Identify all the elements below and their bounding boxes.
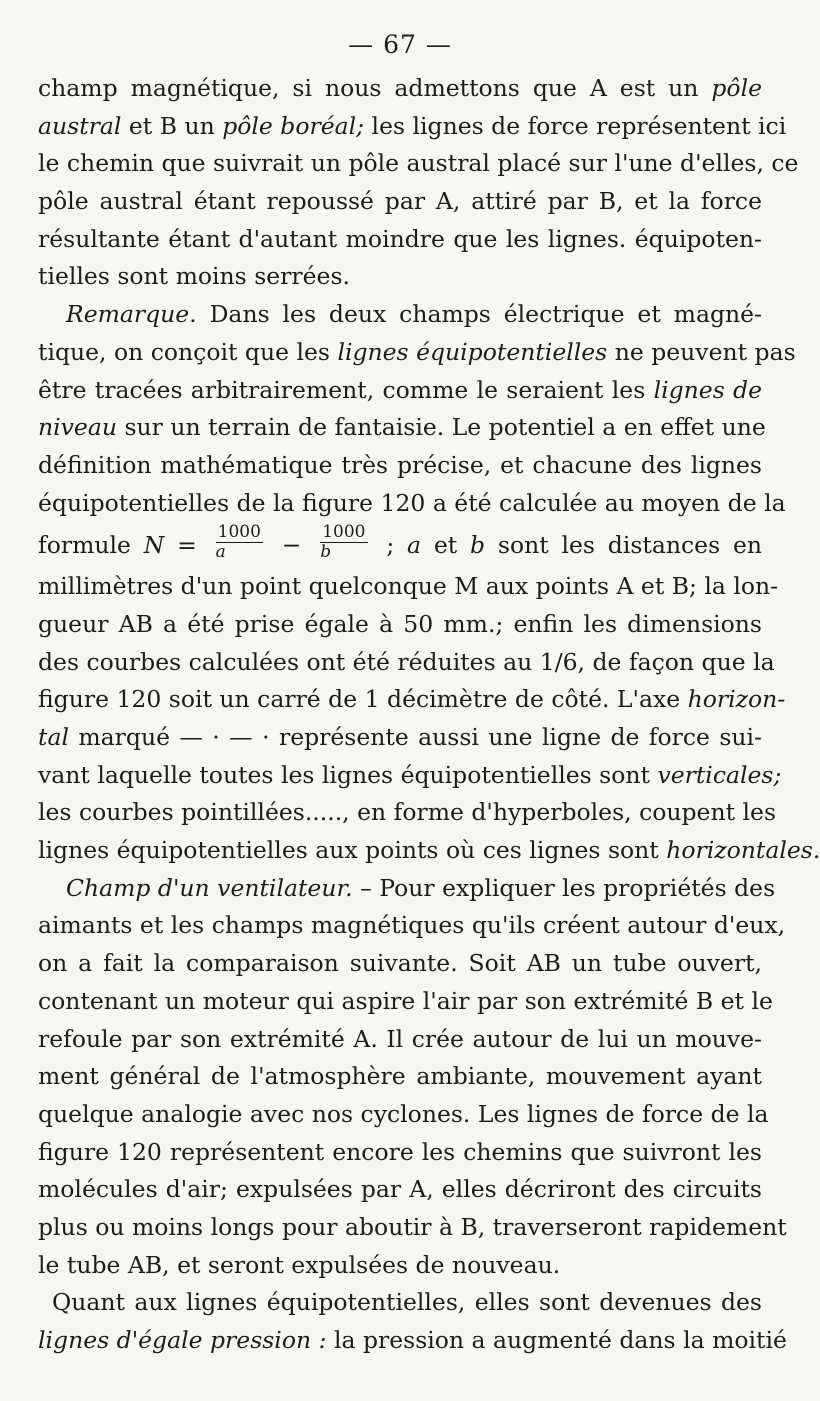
text-run: ne peuvent pas [607,337,796,366]
text-line [38,606,762,644]
text-run: aimants et les champs magnétiques qu'ils créent autour d'eux, [38,911,786,940]
text-run: ment général de l'atmosphère ambiante, mouvement ayant [38,1062,762,1091]
text-line [38,644,775,682]
text-run: tique, on conçoit que les [38,337,338,366]
text-line [38,447,762,485]
text-line [38,522,762,568]
text-line [38,485,786,523]
text-line [38,681,786,719]
text-run: le chemin que suivrait un pôle austral placé sur l'une d'elles, ce [38,149,799,178]
text-run: résultante étant d'autant moindre que les lignes. équipoten- [38,224,762,253]
text-run: molécules d'air; expulsées par A, elles décriront des circuits [38,1175,762,1204]
text-line [38,108,787,146]
fraction-denominator: b [320,542,332,563]
fraction-1000-over-a [216,523,263,562]
text-line [38,945,762,983]
text-run: on a fait la comparaison suivante. Soit AB un tube ouvert, [38,949,762,978]
text-run: les courbes pointillées....., en forme d'hyperboles, coupent les [38,798,777,827]
formula-prefix: formule [38,531,144,560]
text-run: millimètres d'un point quelconque M aux points A et B; la lon- [38,572,779,601]
text-run: le tube AB, et seront expulsées de nouveau. [38,1250,561,1279]
italic-text: austral [38,111,122,140]
text-run: équipotentielles de la figure 120 a été calculée au moyen de la [38,488,786,517]
variable-b: b [470,531,486,560]
italic-text: Champ d'un ventilateur. [66,873,353,902]
text-line [38,409,766,447]
text-run: et B un [121,111,223,140]
italic-text: niveau [38,413,117,442]
text-line [38,1058,762,1096]
text-line [38,983,773,1021]
text-run: figure 120 représentent encore les chemins que suivront les [38,1137,762,1166]
text-line [38,1247,762,1285]
fraction-numerator: 1000 [322,522,366,543]
formula-text: et [421,531,471,560]
text-line [38,1021,762,1059]
fraction-denominator: a [215,542,226,563]
text-line [38,1134,762,1172]
text-line [38,907,786,945]
text-run: des courbes calculées ont été réduites au 1/6, de façon que la [38,647,775,676]
text-run: pôle austral étant repoussé par A, attiré par B, et la force [38,187,762,216]
text-line [38,1171,762,1209]
text-line [38,372,762,410]
text-line [38,832,820,870]
text-line [38,1209,787,1247]
text-line [38,296,762,334]
text-line [38,70,762,108]
text-run: Dans les deux champs électrique et magné- [196,300,762,329]
italic-text: lignes équipotentielles [337,337,608,366]
text-run: vant laquelle toutes les lignes équipotentielles sont [38,760,658,789]
formula-minus: − [268,531,315,560]
text-run: refoule par son extrémité A. Il crée autour de lui un mouve- [38,1024,762,1053]
text-line [38,794,777,832]
body-text [38,70,820,1360]
text-run: la pression a augmenté dans la moitié [326,1326,787,1354]
text-run: lignes équipotentielles aux points où ces lignes sont [38,836,667,865]
italic-text: tal [38,723,69,751]
text-line [38,145,799,183]
variable-a: a [407,531,422,560]
text-run: définition mathématique très précise, et chacune des lignes [38,450,762,479]
italic-text: horizon- [687,685,786,714]
formula-variable: N [143,531,165,560]
text-line [38,757,782,795]
text-line [38,1322,787,1360]
text-line [38,334,796,372]
text-run: les lignes de force représentent ici [364,111,787,140]
italic-text: verticales; [657,760,782,789]
italic-text: pôle [711,74,762,102]
text-run: Quant aux lignes équipotentielles, elles sont devenues des [52,1288,762,1317]
text-run: tielles sont moins serrées. [38,262,350,291]
formula-text: sont les distances en [485,531,762,560]
text-run: être tracées arbitrairement, comme le seraient les [38,375,654,404]
formula-separator: ; [373,531,408,560]
text-run: figure 120 soit un carré de 1 décimètre de côté. L'axe [38,685,688,714]
italic-text: Remarque. [66,300,197,329]
italic-text: pôle boréal; [222,111,365,140]
text-run: sur un terrain de fantaisie. Le potentiel a en effet une [116,413,766,442]
text-run: marqué — · — · représente aussi une ligne de force sui- [68,723,762,751]
text-run: champ magnétique, si nous admettons que A est un [38,74,712,102]
text-line [38,870,776,908]
text-run: – Pour expliquer les propriétés des [352,873,776,902]
text-line [38,1284,762,1322]
italic-text: horizontales. [666,836,820,865]
text-run: quelque analogie avec nos cyclones. Les lignes de force de la [38,1099,769,1128]
italic-text: lignes de [653,375,762,404]
text-run: plus ou moins longs pour aboutir à B, traverseront rapidement [38,1212,787,1241]
text-line [38,1096,769,1134]
text-line [38,183,762,221]
text-run: gueur AB a été prise égale à 50 mm.; enfin les dimensions [38,609,762,638]
italic-text: lignes d'égale pression : [38,1326,327,1354]
text-line [38,568,779,606]
page-number: — 67 — [348,30,452,59]
formula-equals: = [164,531,210,560]
text-line [38,719,762,757]
fraction-1000-over-b [320,523,367,562]
fraction-numerator: 1000 [217,522,261,543]
text-run: contenant un moteur qui aspire l'air par son extrémité B et le [38,986,773,1015]
text-line [38,221,762,259]
text-line [38,258,762,296]
